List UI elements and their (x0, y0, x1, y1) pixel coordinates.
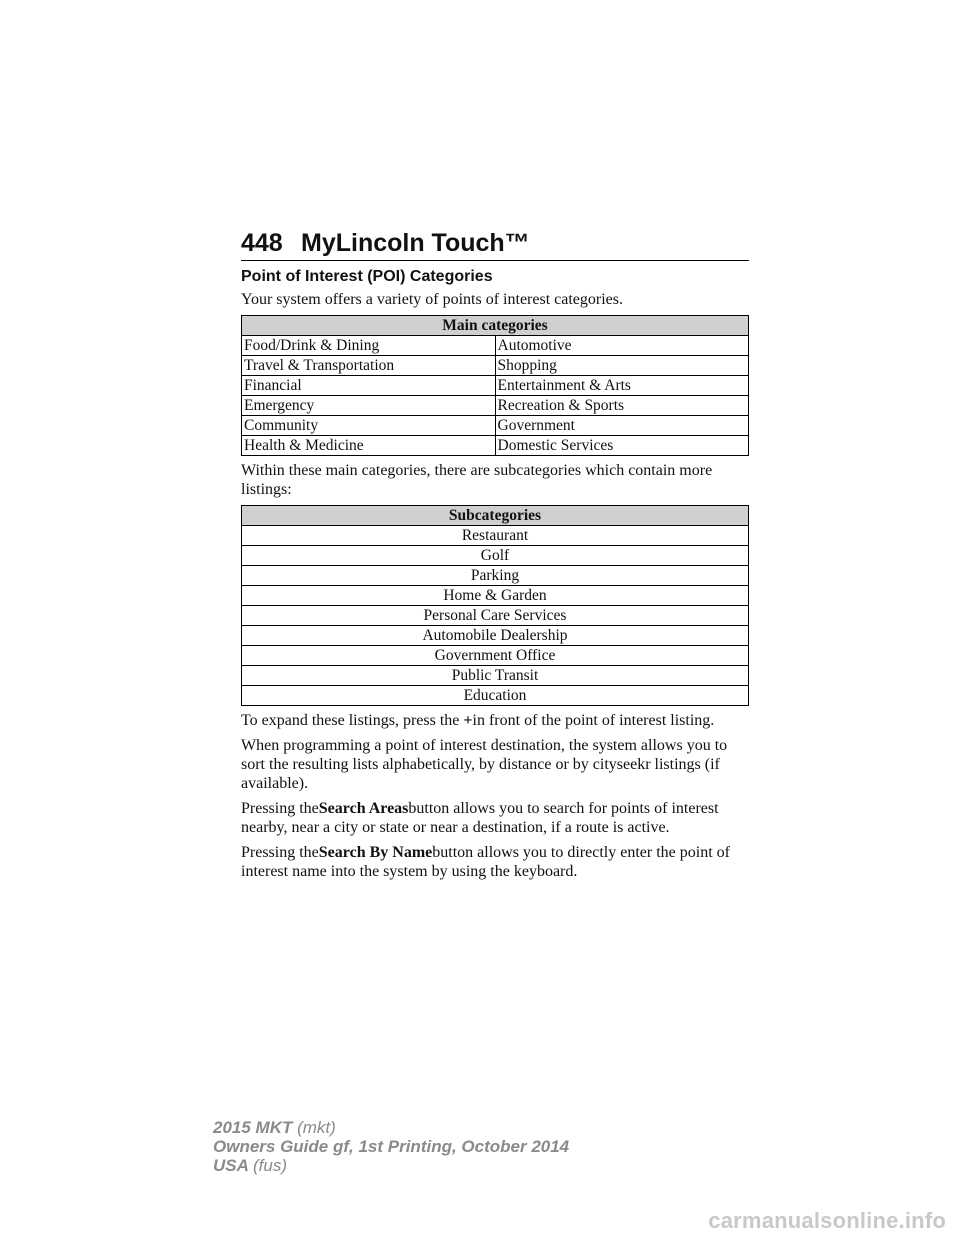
table-cell: Restaurant (242, 526, 749, 546)
footer-region-code: (fus) (253, 1156, 287, 1175)
table-cell: Health & Medicine (242, 436, 496, 456)
table-cell: Golf (242, 546, 749, 566)
section-heading: Point of Interest (POI) Categories (241, 268, 493, 285)
table-row (242, 586, 749, 606)
search-areas-text-after: button allows you to search for points of interest nearby, near a city or state or near a destination, if a route is active. (241, 800, 719, 836)
expand-text-after: in front of the point of interest listing. (472, 712, 715, 729)
search-areas-button-name: Search Areas (318, 800, 409, 817)
table-cell: Entertainment & Arts (495, 376, 749, 396)
search-by-name-button-name: Search By Name (318, 844, 433, 861)
table-cell: Financial (242, 376, 496, 396)
table-row (242, 626, 749, 646)
table-cell: Travel & Transportation (242, 356, 496, 376)
table-cell: Government Office (242, 646, 749, 666)
table-cell: Food/Drink & Dining (242, 336, 496, 356)
table-cell: Domestic Services (495, 436, 749, 456)
table-row (242, 356, 749, 376)
table-row (242, 396, 749, 416)
page-content (241, 268, 749, 887)
sort-paragraph: When programming a point of interest destination, the system allows you to sort the resulting lists alphabetically, by distance or by cityseekr listings (if available). (241, 737, 728, 792)
table-cell: Community (242, 416, 496, 436)
table-row (242, 566, 749, 586)
main-categories-table (241, 315, 749, 456)
table-row (242, 606, 749, 626)
print-footer (213, 1118, 569, 1175)
table-row (242, 336, 749, 356)
table-row (242, 546, 749, 566)
footer-line-1 (213, 1118, 569, 1137)
page-number: 448 (241, 229, 283, 257)
footer-region: USA (213, 1156, 249, 1175)
table-cell: Automobile Dealership (242, 626, 749, 646)
search-areas-text-before: Pressing the (241, 800, 319, 817)
footer-model-code: (mkt) (297, 1118, 336, 1137)
search-name-text-before: Pressing the (241, 844, 319, 861)
table-cell: Emergency (242, 396, 496, 416)
subcategories-header: Subcategories (242, 506, 749, 526)
table-row (242, 686, 749, 706)
table-cell: Parking (242, 566, 749, 586)
expand-text-before: To expand these listings, press the (241, 712, 460, 729)
watermark: carmanualsonline.info (708, 1208, 946, 1233)
table-cell: Recreation & Sports (495, 396, 749, 416)
intro-paragraph: Your system offers a variety of points of interest categories. (241, 291, 623, 308)
footer-model: 2015 MKT (213, 1118, 293, 1137)
table-row (242, 646, 749, 666)
search-areas-paragraph (241, 799, 749, 837)
table-row (242, 666, 749, 686)
table-row (242, 416, 749, 436)
table-cell: Public Transit (242, 666, 749, 686)
expand-paragraph (241, 711, 749, 730)
main-categories-header: Main categories (242, 316, 749, 336)
chapter-title: MyLincoln Touch™ (301, 229, 530, 257)
subcategories-intro: Within these main categories, there are subcategories which contain more listings: (241, 462, 713, 498)
table-cell: Education (242, 686, 749, 706)
footer-line-3 (213, 1156, 569, 1175)
table-row (242, 376, 749, 396)
table-cell: Shopping (495, 356, 749, 376)
search-name-text-after: button allows you to directly enter the point of interest name into the system by using the keyboard. (241, 844, 730, 880)
table-cell: Personal Care Services (242, 606, 749, 626)
footer-line-2: Owners Guide gf, 1st Printing, October 2014 (213, 1137, 570, 1156)
subcategories-table (241, 505, 749, 706)
table-row (242, 526, 749, 546)
table-cell: Government (495, 416, 749, 436)
plus-symbol: + (463, 712, 473, 729)
page-header (241, 226, 749, 261)
table-cell: Home & Garden (242, 586, 749, 606)
table-row (242, 436, 749, 456)
table-cell: Automotive (495, 336, 749, 356)
search-by-name-paragraph (241, 843, 749, 881)
